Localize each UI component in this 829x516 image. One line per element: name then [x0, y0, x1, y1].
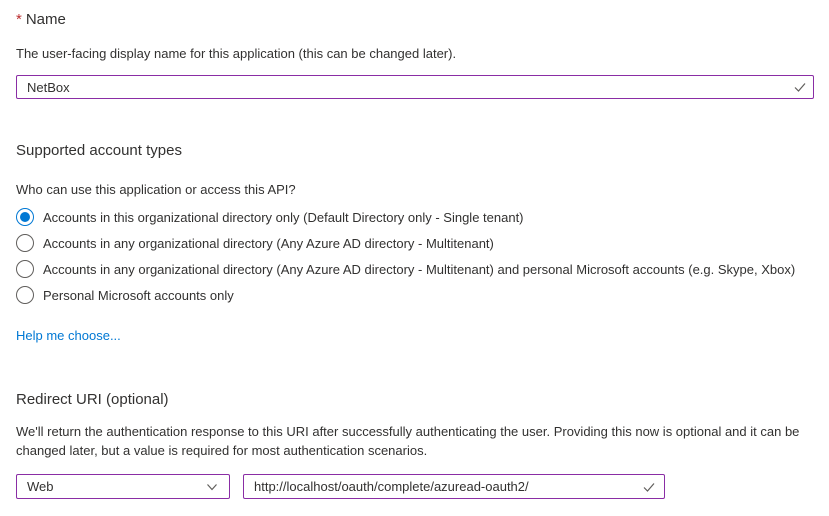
radio-multitenant[interactable] — [16, 230, 795, 256]
radio-label: Personal Microsoft accounts only — [43, 287, 234, 303]
platform-select[interactable] — [16, 474, 230, 499]
chevron-down-icon — [205, 480, 219, 494]
radio-label: Accounts in any organizational directory (Any Azure AD directory - Multitenant) and personal Microsoft accounts (e.g. Skype, Xbox) — [43, 261, 796, 277]
name-description: The user-facing display name for this application (this can be changed later). — [16, 46, 457, 61]
redirect-uri-description: We'll return the authentication response to this URI after successfully authenticating the user. Providing this now is optional and it can be changed later, but a value is required for most authentication scenarios. — [16, 424, 800, 458]
radio-label: Accounts in this organizational directory only (Default Directory only - Single tenant) — [43, 209, 524, 225]
radio-label: Accounts in any organizational directory (Any Azure AD directory - Multitenant) — [43, 235, 494, 251]
help-me-choose-link[interactable]: Help me choose... — [16, 328, 121, 343]
account-types-question: Who can use this application or access this API? — [16, 182, 296, 197]
name-section-title — [16, 11, 66, 28]
app-name-input[interactable] — [16, 75, 814, 99]
radio-unselected-icon — [16, 286, 34, 304]
account-types-title: Supported account types — [16, 142, 182, 159]
name-label: Name — [25, 11, 66, 28]
radio-unselected-icon — [16, 260, 34, 278]
radio-unselected-icon — [16, 234, 34, 252]
radio-selected-icon — [16, 208, 34, 226]
account-type-radio-group — [16, 204, 795, 308]
radio-single-tenant[interactable] — [16, 204, 795, 230]
required-asterisk: * — [16, 11, 22, 28]
radio-personal-only[interactable] — [16, 282, 795, 308]
redirect-uri-input[interactable] — [243, 474, 665, 499]
redirect-uri-title: Redirect URI (optional) — [16, 391, 169, 408]
platform-select-value: Web — [27, 479, 54, 494]
radio-multitenant-personal[interactable] — [16, 256, 795, 282]
